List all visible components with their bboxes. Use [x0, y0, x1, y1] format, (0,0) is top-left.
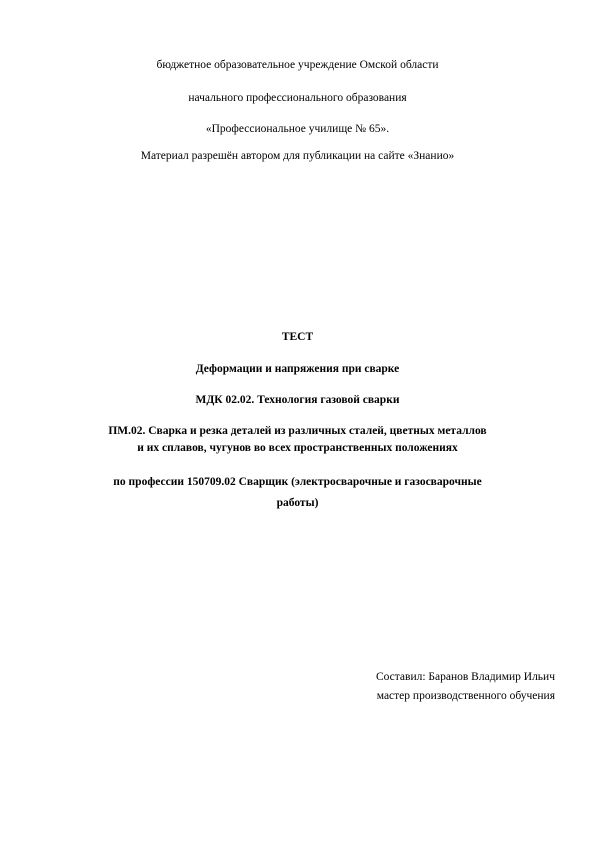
institution-type: бюджетное образовательное учреждение Омской области — [156, 59, 439, 71]
profession-line-2: работы) — [276, 497, 319, 509]
module-line-1: ПМ.02. Сварка и резка деталей из различных сталей, цветных металлов — [108, 425, 487, 437]
profession-line-1: по профессии 150709.02 Сварщик (электросварочные и газосварочные — [113, 476, 482, 488]
publication-permission: Материал разрешён автором для публикации на сайте «Знанио» — [140, 150, 455, 162]
module-line-2: и их сплавов, чугунов во всех пространственных положениях — [137, 442, 458, 454]
document-heading: ТЕСТ — [281, 331, 314, 343]
institution-level: начального профессионального образования — [188, 92, 407, 104]
institution-name: «Профессиональное училище № 65». — [205, 123, 390, 135]
author-name: Составил: Баранов Владимир Ильич — [375, 671, 555, 683]
course-name: МДК 02.02. Технология газовой сварки — [195, 394, 400, 406]
test-topic: Деформации и напряжения при сварке — [195, 363, 400, 375]
author-position: мастер производственного обучения — [376, 690, 555, 702]
